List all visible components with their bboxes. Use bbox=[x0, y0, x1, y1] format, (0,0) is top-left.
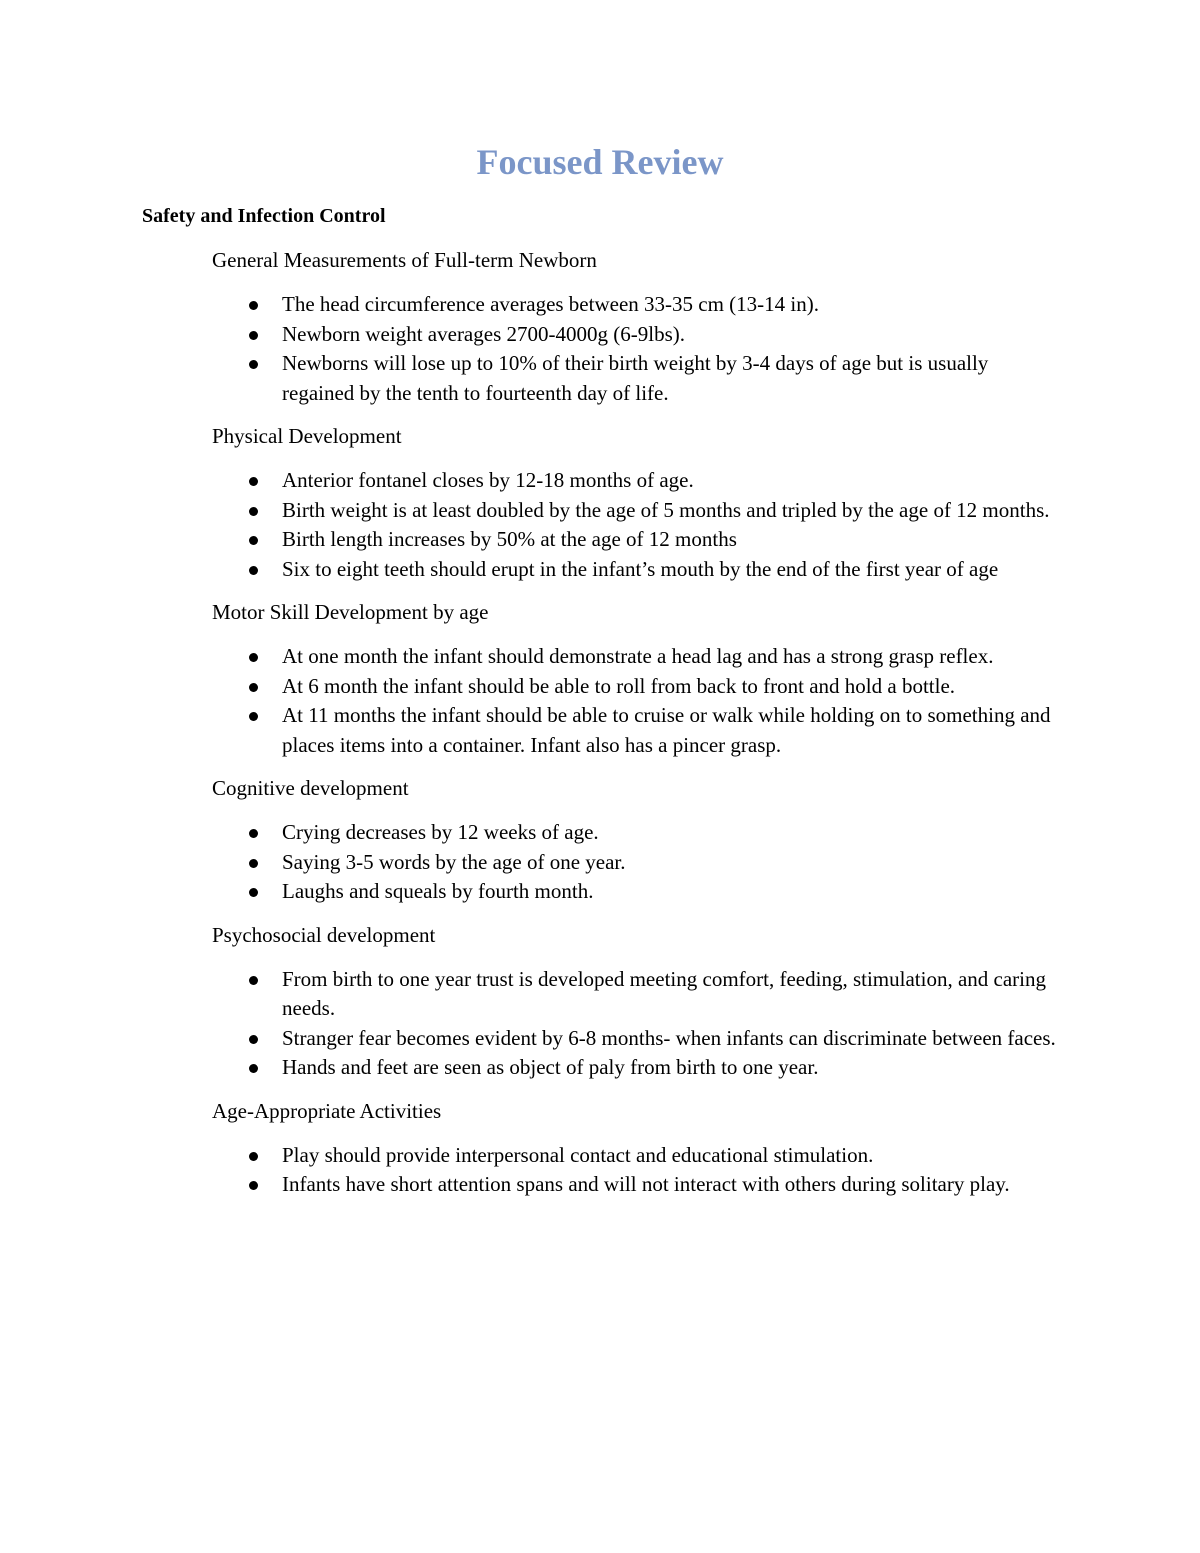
bullet-list bbox=[212, 290, 1062, 408]
list-item-text: Anterior fontanel closes by 12-18 months of age. bbox=[282, 468, 694, 492]
list-item-text: The head circumference averages between 33-35 cm (13-14 in). bbox=[282, 292, 819, 316]
list-item bbox=[212, 701, 1062, 760]
subsection-heading: Age-Appropriate Activities bbox=[212, 1098, 442, 1123]
list-item bbox=[212, 848, 1062, 878]
bullet-icon bbox=[249, 976, 258, 985]
section-heading: Safety and Infection Control bbox=[142, 205, 386, 227]
list-item bbox=[212, 877, 1062, 907]
list-item bbox=[212, 290, 1062, 320]
bullet-icon bbox=[249, 653, 258, 662]
list-item bbox=[212, 1170, 1062, 1200]
bullet-icon bbox=[249, 477, 258, 486]
list-item bbox=[212, 466, 1062, 496]
list-item bbox=[212, 1024, 1062, 1054]
bullet-icon bbox=[249, 1152, 258, 1161]
list-item bbox=[212, 642, 1062, 672]
bullet-list bbox=[212, 466, 1062, 584]
list-item bbox=[212, 818, 1062, 848]
list-item bbox=[212, 1141, 1062, 1171]
bullet-icon bbox=[249, 536, 258, 545]
list-item-text: Newborn weight averages 2700-4000g (6-9lbs). bbox=[282, 321, 685, 346]
document-title: Focused Review bbox=[476, 142, 724, 182]
subsection-heading: Cognitive development bbox=[212, 776, 409, 800]
document-body bbox=[212, 246, 1062, 1214]
list-item bbox=[212, 1053, 1062, 1083]
bullet-icon bbox=[249, 1064, 258, 1073]
list-item-text: At 6 month the infant should be able to roll from back to front and hold a bottle. bbox=[282, 673, 956, 698]
list-item-text: Infants have short attention spans and will not interact with others during solitary play. bbox=[282, 1172, 1010, 1196]
list-item-text: Six to eight teeth should erupt in the infant’s mouth by the end of the first year of age bbox=[282, 556, 999, 581]
list-item-text: Stranger fear becomes evident by 6-8 months- when infants can discriminate between faces. bbox=[282, 1025, 1056, 1050]
list-item-text: Laughs and squeals by fourth month. bbox=[282, 879, 594, 903]
bullet-icon bbox=[249, 360, 258, 369]
list-item bbox=[212, 672, 1062, 702]
list-item-text: Crying decreases by 12 weeks of age. bbox=[282, 820, 599, 844]
bullet-list bbox=[212, 818, 1062, 907]
bullet-icon bbox=[249, 683, 258, 692]
list-item-text: Saying 3-5 words by the age of one year. bbox=[282, 849, 626, 874]
list-item bbox=[212, 555, 1062, 585]
bullet-icon bbox=[249, 1035, 258, 1044]
bullet-list bbox=[212, 965, 1062, 1083]
list-item-text: Play should provide interpersonal contact and educational stimulation. bbox=[282, 1142, 874, 1167]
list-item bbox=[212, 965, 1062, 1024]
list-item bbox=[212, 525, 1062, 555]
bullet-list bbox=[212, 1141, 1062, 1200]
subsection-heading: Psychosocial development bbox=[212, 922, 436, 947]
bullet-icon bbox=[249, 829, 258, 838]
bullet-icon bbox=[249, 507, 258, 516]
bullet-icon bbox=[249, 1181, 258, 1190]
bullet-icon bbox=[249, 888, 258, 897]
list-item-text: At 11 months the infant should be able to cruise or walk while holding on to something and places items into a container. Infant also has a pincer grasp. bbox=[282, 703, 1051, 757]
list-item bbox=[212, 320, 1062, 350]
subsection-heading: General Measurements of Full-term Newborn bbox=[212, 248, 597, 272]
bullet-list bbox=[212, 642, 1062, 760]
list-item-text: Birth length increases by 50% at the age of 12 months bbox=[282, 527, 737, 551]
list-item-text: Birth weight is at least doubled by the age of 5 months and tripled by the age of 12 months. bbox=[282, 497, 1050, 522]
list-item-text: From birth to one year trust is developed meeting comfort, feeding, stimulation, and caring needs. bbox=[282, 966, 1046, 1020]
list-item-text: Newborns will lose up to 10% of their birth weight by 3-4 days of age but is usually regained by the tenth to fourteenth day of life. bbox=[282, 351, 989, 405]
list-item-text: Hands and feet are seen as object of paly from birth to one year. bbox=[282, 1055, 819, 1079]
subsection-heading: Motor Skill Development by age bbox=[212, 600, 489, 624]
bullet-icon bbox=[249, 331, 258, 340]
list-item bbox=[212, 349, 1062, 408]
list-item bbox=[212, 496, 1062, 526]
subsection-heading: Physical Development bbox=[212, 424, 402, 448]
bullet-icon bbox=[249, 566, 258, 575]
list-item-text: At one month the infant should demonstrate a head lag and has a strong grasp reflex. bbox=[282, 644, 994, 668]
bullet-icon bbox=[249, 859, 258, 868]
bullet-icon bbox=[249, 712, 258, 721]
bullet-icon bbox=[249, 301, 258, 310]
